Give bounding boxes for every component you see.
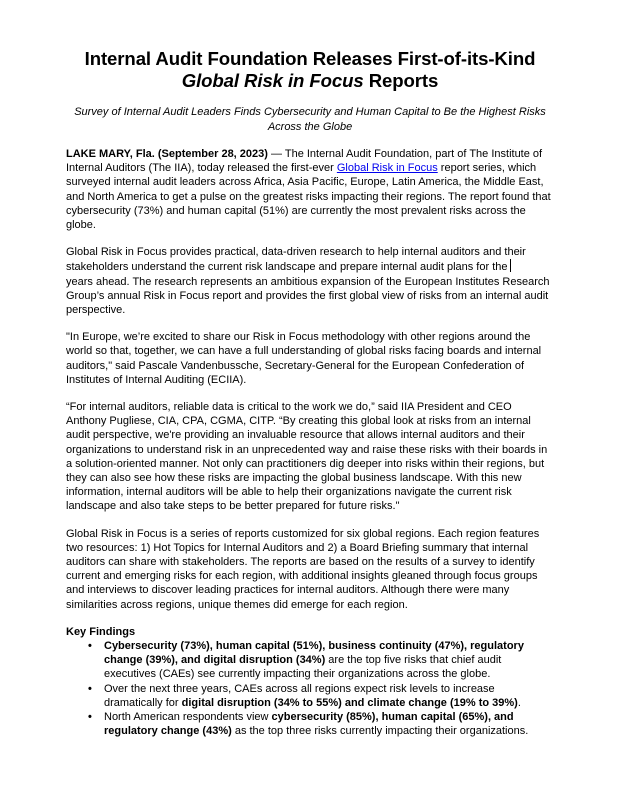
paragraph-ceo-quote: “For internal auditors, reliable data is critical to the work we do,” said IIA President and CEO Anthony Pugliese, CIA, CPA, CGMA, CITP. “By creating this global look at risks from an internal audit perspective, we're providing an invaluable resource that allows internal auditors and their organizations to understand risk in an unprecedented way and raise these risks with their boards in a solution-oriented manner. Not only can practitioners dig deeper into risks within their regions, but they can also see how these risks are impacting the global business landscape. With this new information, internal auditors will be able to help their organizations navigate the current risk landscape and also take steps to be better prepared for future risks." [66, 401, 548, 513]
finding-text: . [517, 696, 521, 709]
bullet-icon: • [88, 639, 92, 652]
key-findings-list [66, 639, 554, 738]
title-line-1: Internal Audit Foundation Releases First-of-its-Kind [84, 48, 536, 69]
subtitle: Survey of Internal Audit Leaders Finds Cybersecurity and Human Capital to Be the Highest Risks Across the Globe [74, 106, 546, 133]
dateline: LAKE MARY, Fla. (September 28, 2023) [66, 148, 268, 160]
finding-text-pre: Over the next three years, CAEs across all regions expect risk levels to increase dramatically for [104, 682, 495, 709]
intro-text-after-link: report series, which surveyed internal audit leaders across Africa, Asia Pacific, Europe, Latin America, the Middle East, and North America to get a pulse on the greatest risks impacting their regions. The report found that cybersecurity (73%) and human capital (51%) are currently the most prevalent risks across the globe. [66, 162, 551, 232]
page-title [66, 48, 554, 92]
finding-bold: cybersecurity (85%), human capital (65%), and regulatory change (43%) [104, 710, 514, 738]
list-item [66, 639, 554, 682]
paragraph-series-description: Global Risk in Focus is a series of reports customized for six global regions. Each region features two resources: 1) Hot Topics for Internal Auditors and 2) a Board Briefing summary that internal auditors can share with stakeholders. The reports are based on the results of a survey to identify current and emerging risks for each region, with additional insights gleaned through focus groups and interviews to discover leading practices for internal auditors. Although there were many similarities across regions, unique themes did emerge for each region. [66, 527, 540, 611]
paragraph-ecIIa-quote: "In Europe, we’re excited to share our Risk in Focus methodology with other regions around the world so that, together, we can have a full understanding of global risks facing boards and internal auditors," said Pascale Vandenbussche, Secretary-General for the European Confederation of Institutes of Internal Auditing (ECIIA). [66, 331, 542, 386]
finding-bold: digital disruption (34% to 55%) and climate change (19% to 39%) [181, 696, 518, 709]
intro-text-before-link: — The Internal Audit Foundation, part of The Institute of Internal Auditors (The IIA), today released the first-ever [66, 148, 543, 175]
text-cursor [510, 259, 511, 272]
bullet-icon: • [88, 682, 92, 695]
overview-text-part-1: Global Risk in Focus provides practical, data-driven research to help internal auditors and their stakeholders understand the current risk landscape and prepare internal audit plans for the [66, 246, 526, 274]
title-report-name: Global Risk in Focus [181, 70, 364, 91]
finding-bold: Cybersecurity (73%), human capital (51%), business continuity (47%), regulatory change (39%), and digital disruption (34%) [104, 639, 524, 667]
overview-text-part-2: years ahead. The research represents an ambitious expansion of the European Institutes Research Group’s annual Risk in Focus report and provides the first global view of risks from an internal audit perspective. [66, 275, 550, 317]
global-risk-in-focus-link[interactable]: Global Risk in Focus [336, 162, 438, 175]
paragraph-overview [66, 245, 554, 317]
finding-text-pre: North American respondents view [104, 710, 272, 723]
document-page [66, 48, 554, 738]
list-item [66, 710, 554, 738]
paragraph-intro [66, 147, 554, 232]
finding-text: are the top five risks that chief audit executives (CAEs) see currently impacting their organizations across the globe. [104, 654, 502, 681]
list-item [66, 682, 554, 710]
bullet-icon: • [88, 710, 92, 723]
finding-text: as the top three risks currently impacting their organizations. [231, 725, 529, 738]
key-findings-heading: Key Findings [66, 625, 136, 638]
title-line-2-rest: Reports [363, 70, 439, 91]
